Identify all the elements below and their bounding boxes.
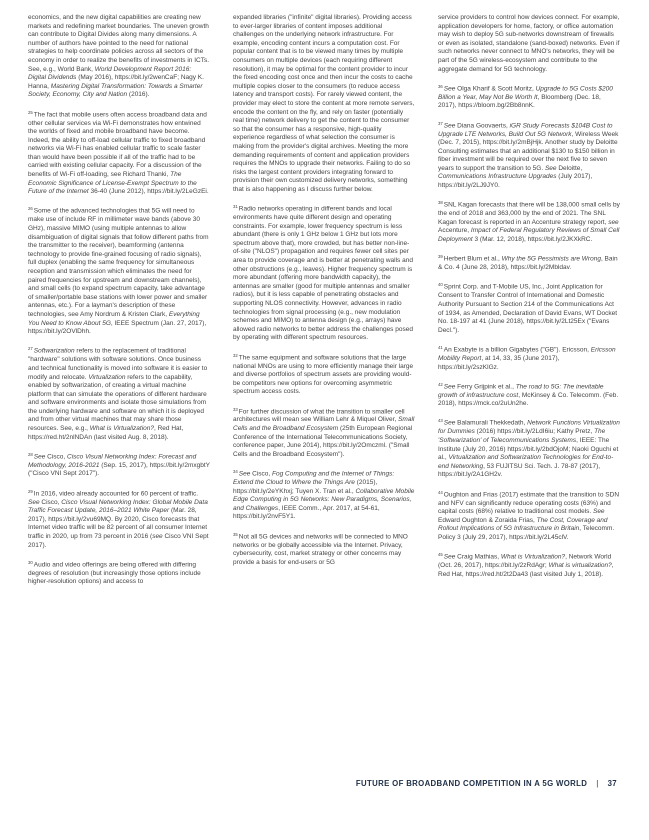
text-run: , Red Hat, https://red.ht/2t2Da43 (last visited July 1, 2018). xyxy=(438,562,614,578)
italic-title: See xyxy=(28,498,40,506)
footnote-31 xyxy=(233,203,415,343)
text-run: (May 2016), https://bit.ly/2wenCaF; Nagy K. Hanna, xyxy=(28,74,204,90)
text-run: Olga Kharif & Scott Moritz, xyxy=(455,85,536,93)
footnote-33 xyxy=(233,406,415,460)
footnote-number: 45 xyxy=(438,552,443,558)
text-run: expanded libraries ("infinite" digital libraries). Providing access to ever-larger libraries of content imposes additional challenges on the underlying network infrastructure. For example, encoding content incurs a computation cost. For popular content that is to be viewed many times by multiple consumers on multiple devices (each requiring different resolution), it may be optimal for the content provider to incur the fixed encoding cost once and then incur the costs to cache multiple copies closer to the consumers (to reduce access latency and transport costs). For rarely viewed content, the provider may elect to store the content at more remote servers, encode the content on the fly, and rely on faster (potentially real time) network delivery to get the content to the consumer so that the consumer has a responsive, high-quality experience regardless of what selection the consumer is making from the provider's digital archives. Meeting the more demanding requirements of content and application providers requires the MNOs to upgrade their networks. Failing to do so risks the largest content providers integrating forward to provision their own customized delivery networks, something that is also happening as I discuss further below. xyxy=(233,14,415,193)
text-run: , IEEE Spectrum (Jan. 27, 2017), https://bit.ly/2OVlDhh. xyxy=(28,319,207,336)
page-number: 37 xyxy=(607,779,617,788)
text-run: In 2016, video already accounted for 60 percent of traffic. xyxy=(33,490,199,498)
italic-title: see xyxy=(608,218,619,226)
italic-title: Cisco Visual Networking Index: Forecast and Methodology, 2016-2021 xyxy=(28,453,197,469)
text-run: Not all 5G devices and networks will be connected to MNO networks or be globally accessible via the Internet. Privacy, cybersecurity, cost, market strategy or other concerns may provide a basis for end-users or 5G xyxy=(233,532,408,566)
italic-title: The Economic Significance of License-Exempt Spectrum to the Future of the Internet xyxy=(28,171,197,196)
text-run: , Bain & Co. 4 (June 28, 2018), https://bit.ly/2Mbldav. xyxy=(438,255,618,272)
footnote-37 xyxy=(438,120,620,191)
italic-title: Communications Infrastructure Upgrades xyxy=(438,173,557,181)
italic-title: See xyxy=(443,419,456,427)
footnote-45 xyxy=(438,551,620,579)
footnote-number: 37 xyxy=(438,120,443,126)
text-run: Sprint Corp. and T-Mobile US, Inc., Joint Application for Consent to Transfer Control of International and Domestic Authority Pursuant to Section 214 of the Communications Act of 1934, as Amended, Declaration of David Evans, WT Docket No. 18-197 at 41 (June 2018), https://bit.ly/2Lt25Ex ("Evans Decl."). xyxy=(438,283,618,334)
footnote-number: 32 xyxy=(233,352,238,358)
text-run: , Network World (Oct. 26, 2017), https://bit.ly/2zRdAgr; xyxy=(438,553,612,570)
text-run: (2016) https://bit.ly/2LdI6iu; Kathy Pretz, xyxy=(474,428,595,436)
footnote-number: 33 xyxy=(233,406,238,412)
text-run: Balamurali Thekkedath, xyxy=(455,419,528,427)
text-run: Cisco VNI Sept 2017). xyxy=(28,532,209,549)
text-run: economics, and the new digital capabilities are creating new markets and redefining market boundaries. The uneven growth can contribute to Digital Divides along many dimensions. A number of authors have pointed to the need for national strategies to help coordinate policies across all sectors of the economy in order to realize the benefits of investments in ICTs. See, e.g., World Bank, xyxy=(28,14,210,73)
italic-title: Ericsson Mobility Report xyxy=(438,346,616,362)
text-run: Audio and video offerings are being offered with differing degrees of resolution (but increasingly those options include higher-resolution options) and access to xyxy=(28,561,201,586)
text-run: (2015), https://bit.ly/2eYKhxj; Tuyen X. Tran et al., xyxy=(233,479,378,495)
footnote-number: 27 xyxy=(28,346,33,352)
text-run: , McKinsey & Co. Telecomm. (Feb. 2018), https://mck.co/2uUn2he. xyxy=(438,391,619,408)
footer-separator: | xyxy=(596,779,599,788)
footnote-44 xyxy=(438,489,620,543)
italic-title: The 'Softwarization' of Telecommunications Systems xyxy=(438,428,606,445)
footnote-42 xyxy=(438,381,620,409)
text-run: Radio networks operating in different bands and local environments have quite different design and operating constraints. For example, lower frequency spectrum is less abundant (there is only 1 GHz below 1 GHz but lots more spectrum above that), more crowded, but has better non-line-of-site ("NLOS") propagation and requires fewer cell sites per area to provide coverage and is better at penetrating walls and other obstructions (e.g., leaves). Higher frequency spectrum is more abundant (offering more bandwidth capacity), the antennas are smaller (good for multiple antennas and smaller radios), but it is less capable of penetrating obstacles and supporting NLOS connectivity. However, advances in radio technologies from signal processing (e.g., new modulation schemes and MIMO) to antenna design (e.g., arrays) have allowed radio networks to better address the challenges posed by operating with different spectrum resources. xyxy=(233,205,413,342)
text-run: Cisco, xyxy=(250,470,273,478)
italic-title: Softwarization xyxy=(33,347,75,355)
footnote-38 xyxy=(438,199,620,244)
text-column-left xyxy=(28,14,210,587)
text-run: Cisco, xyxy=(45,453,68,461)
italic-title: Small Cells and the Broadband Ecosystem xyxy=(233,416,415,433)
page-footer xyxy=(356,779,617,788)
italic-title: iGR Study Forecasts $104B Cost to Upgrade LTE Networks, Build Out 5G Network xyxy=(438,121,613,138)
text-run: Some of the advanced technologies that 5G will need to make use of include RF in millimeter wave bands (above 30 GHz), massive MIMO (using multiple antennas to allow disambiguation of digital signals that follow different paths from the transmitter to the receiver), beamforming (antenna technology to provide fine-grained focusing of radio signals), full duplex (enabling the same frequency for simultaneous reception and transmission which eliminates the need for paired frequencies for upstream and downstream channels), and small cells (to expand spectrum capacity, take advantage of smaller/portable base stations with lower power and smaller antennas, etc.). For a layman's description of these technologies, see Amy Nordrum & Kristen Clark, xyxy=(28,207,209,318)
continuation-paragraph xyxy=(28,14,210,100)
text-run: , at 14, 33, 35 (June 2017), https://bit.ly/2szKlGz. xyxy=(438,354,560,371)
italic-title: Why the 5G Pessimists are Wrong xyxy=(501,255,601,263)
footnote-30 xyxy=(28,559,210,587)
footnote-number: 40 xyxy=(438,282,443,288)
italic-title: Mastering Digital Transformation: Towards a Smarter Society, Economy, City and Nation xyxy=(28,82,203,99)
italic-title: Upgrade to 5G Costs $200 Billion a Year, May Not Be Worth It xyxy=(438,85,613,101)
footnote-number: 26 xyxy=(28,206,33,212)
italic-title: What is Virtualization? xyxy=(89,425,154,433)
italic-title: See xyxy=(443,121,456,129)
text-run: Edward Oughton & Zoraida Frias, xyxy=(438,516,537,524)
text-run: , IEEE: The Institute (July 20, 2016) https://bit.ly/2bdOjoM; Naoki Oguchi et al., xyxy=(438,437,619,462)
text-run: The same equipment and software solutions that the large national MNOs are using to more efficiently manage their large and diverse portfolios of spectrum assets are providing would-be competitors new options for overcoming asymmetric spectrum access costs. xyxy=(233,353,414,396)
text-run: (25th European Regional Conference of the International Telecommunications Society, conference paper, June 2014), https://bit.ly/2Omczml. ("Small Cells and the Broadband Ecosystem"). xyxy=(233,425,413,458)
italic-title: See xyxy=(443,85,456,93)
text-run: (Sep. 15, 2017), https://bit.ly/2mxgbtY ("Cisco VNI Sept 2017"). xyxy=(28,461,210,478)
text-run: , IEEE Comm., Apr. 2017, at 54-61, https://bit.ly/2nvF5Y1. xyxy=(233,504,380,521)
text-run: Deloitte, xyxy=(556,164,583,172)
footnote-number: 38 xyxy=(438,200,443,206)
italic-title: Virtualization and Softwarization Technologies for End-to-end Networking xyxy=(438,454,614,470)
italic-title: See xyxy=(33,453,46,461)
italic-title: The road to 5G: The inevitable growth of infrastructure cost xyxy=(438,383,604,399)
footnote-41 xyxy=(438,344,620,372)
italic-title: see xyxy=(152,532,163,540)
text-run: (2016). xyxy=(127,91,150,99)
text-column-right xyxy=(438,14,620,579)
italic-title: The Cost, Coverage and Rollout Implications of 5G Infrastructure in Britain xyxy=(438,516,608,533)
footnote-35 xyxy=(233,531,415,568)
text-run: Craig Mathias, xyxy=(455,553,501,561)
text-run: Oughton and Frias (2017) estimate that the transition to SDN and NFV can significantly reduce operating costs (63%) and capital costs (68%) relative to traditional cost models. xyxy=(438,490,620,516)
text-run: Accenture, xyxy=(438,227,471,235)
footnote-number: 25 xyxy=(28,109,33,115)
text-run: For further discussion of what the transition to smaller cell architectures will mean see William Lehr & Miquel Oliver, xyxy=(233,407,405,424)
footnote-27 xyxy=(28,345,210,442)
italic-title: Collaborative Mobile Edge Computing in 5G Networks: New Paradigms, Scenarios, and Challenges xyxy=(233,487,415,512)
text-run: An Exabyte is a billion Gigabytes ("GB"). Ericsson, xyxy=(443,346,591,354)
footnote-number: 29 xyxy=(28,488,33,494)
text-run: , Wireless Week (Dec. 7, 2015), https://bit.ly/2mBjHjk. Another study by Deloitte Consulting estimates that an additional $130 to $150 billion in fiber investment will be required over the next five to seven years to support the transition to 5G. xyxy=(438,130,619,172)
footnote-25 xyxy=(28,109,210,197)
text-run: , Telecomm. Policy 3 (July 29, 2017), https://bit.ly/2L45clV. xyxy=(438,525,615,541)
footnote-number: 41 xyxy=(438,344,443,350)
italic-title: See xyxy=(238,470,251,478)
continuation-paragraph xyxy=(233,14,415,194)
text-run: refers to the capability, enabled by softwarization, of creating a virtual machine platform that can simulate the operations of different hardware and software environments and isolate those simulations from the underlying hardware and software on which it is deployed and from other virtual machines that may share those resources. See, e.g., xyxy=(28,373,207,433)
italic-title: World Development Report 2016: Digital Dividends xyxy=(28,65,192,82)
footnote-number: 39 xyxy=(438,254,443,260)
text-run: (July 2017), https://bit.ly/2LJ9JY0. xyxy=(438,173,593,190)
italic-title: Everything You Need to Know About 5G xyxy=(28,310,200,327)
footnote-number: 28 xyxy=(28,451,33,457)
footnote-32 xyxy=(233,352,415,397)
footnote-40 xyxy=(438,281,620,335)
italic-title: See xyxy=(592,508,605,516)
italic-title: Fog Computing and the Internet of Things: Extend the Cloud to Where the Things Are xyxy=(233,470,395,487)
footnote-number: 42 xyxy=(438,381,443,387)
text-run: 3 (Mar. 12, 2018), https://bit.ly/2JKXkRC. xyxy=(472,236,593,244)
italic-title: Network Functions Virtualization for Dummies xyxy=(438,419,620,436)
text-run: SNL Kagan forecasts that there will be 138,000 small cells by the end of 2018 and 363,000 by the end of 2021. The SNL Kagan forecast is reported in an Accenture strategy report, xyxy=(438,201,620,226)
footnote-number: 36 xyxy=(438,83,443,89)
italic-title: What is Virtualization? xyxy=(500,553,566,561)
italic-title: Virtualization xyxy=(88,373,126,381)
footnote-number: 31 xyxy=(233,204,238,210)
footnote-39 xyxy=(438,253,620,273)
text-run: refers to the replacement of traditional "hardware" solutions with software solutions. Once business and technical functionality is moved into software it is easier to modify and relocate. xyxy=(28,347,208,381)
italic-title: What is virtualization? xyxy=(548,562,612,570)
text-run: , Red Hat, https://red.ht/2nlNDAn (last visited Aug. 8, 2018). xyxy=(28,425,184,441)
footnote-number: 30 xyxy=(28,559,33,565)
text-column-middle xyxy=(233,14,415,567)
text-run: Diana Goovaerts, xyxy=(455,121,510,129)
footnote-34 xyxy=(233,468,415,522)
italic-title: Impact of Federal Regulatory Reviews of Small Cell Deployment xyxy=(438,227,620,244)
text-run: Herbert Blum et al., xyxy=(443,255,502,263)
footnote-26 xyxy=(28,205,210,336)
text-run: The fact that mobile users often access broadband data and other cellular services via Wi-Fi demonstrates how entwined the worlds of fixed and mobile broadband have become. Indeed, the ability to off-load cellular traffic to fixed broadband networks via Wi-Fi has enabled cellular traffic to scale faster than would have been possible if all of the traffic had to be carried with existing cellular capacity. For a discussion of the benefits of Wi-Fi off-loading, see Richard Thanki, xyxy=(28,110,207,179)
continuation-paragraph xyxy=(438,14,620,74)
text-run: (Mar. 28, 2017), https://bit.ly/2vu69MQ. By 2020, Cisco forecasts that Internet video traffic will be 82 percent of all consumer Internet traffic in 2020, up from 73 percent in 2016 ( xyxy=(28,507,208,540)
footnote-number: 44 xyxy=(438,489,443,495)
footnote-43 xyxy=(438,417,620,480)
text-run: , 53 FUJITSU Sci. Tech. J. 78-87 (2017), https://bit.ly/2A1GH2v. xyxy=(438,462,601,479)
italic-title: See xyxy=(544,164,557,172)
footnote-number: 35 xyxy=(233,531,238,537)
text-run: Cisco, xyxy=(39,498,62,506)
text-run: , Bloomberg (Dec. 18, 2017), https://bloom.bg/2Bb8nnK. xyxy=(438,93,601,110)
footnote-number: 34 xyxy=(233,469,238,475)
footnote-28 xyxy=(28,451,210,479)
text-run: Ferry Grijpink et al., xyxy=(455,383,516,391)
footnote-36 xyxy=(438,83,620,111)
italic-title: Cisco Visual Networking Index: Global Mobile Data Traffic Forecast Update, 2016–2021 White Paper xyxy=(28,498,208,515)
footnote-29 xyxy=(28,488,210,551)
text-run: 36-40 (June 2012), https://bit.ly/2LeGzEi. xyxy=(88,188,209,196)
footer-title: FUTURE OF BROADBAND COMPETITION IN A 5G WORLD xyxy=(355,779,588,788)
italic-title: See xyxy=(443,553,456,561)
footnote-number: 43 xyxy=(438,418,443,424)
italic-title: See xyxy=(443,383,456,391)
text-run: service providers to control how devices connect. For example, application developers for home, factory, or office automation may wish to deploy 5G sub-networks downstream of firewalls or even as isolated, standalone (sand-boxed) networks. Even if such networks never connect to MNO's networks, they will be part of the 5G wireless-ecosystem and contribute to the aggregate demand for 5G technology. xyxy=(438,14,620,73)
